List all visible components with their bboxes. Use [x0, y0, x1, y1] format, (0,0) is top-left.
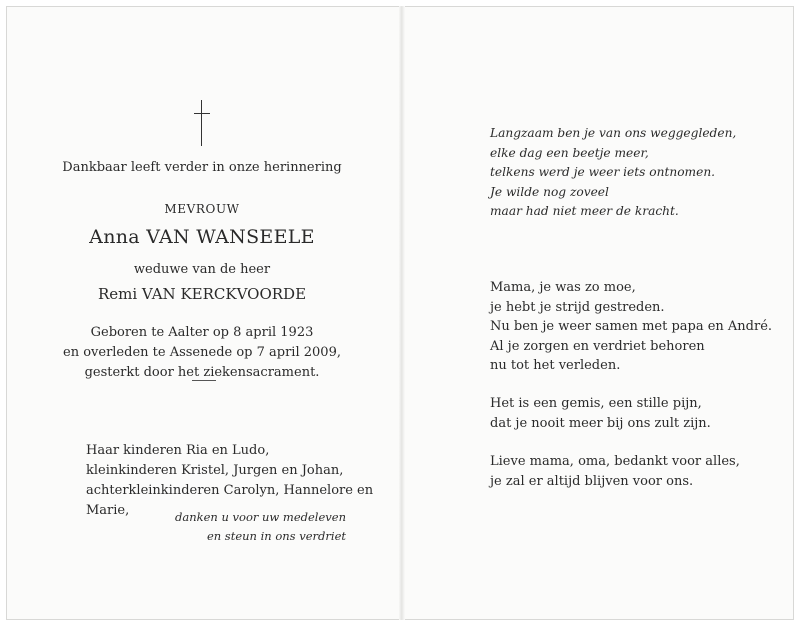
life-line: en overleden te Assenede op 7 april 2009,	[63, 345, 341, 360]
life-line: Geboren te Aalter op 8 april 1923	[90, 325, 314, 340]
verse-line: Je wilde nog zoveel	[490, 184, 609, 199]
verse-line: elke dag een beetje meer,	[490, 145, 649, 160]
life-details	[40, 323, 364, 383]
verse-line: Lieve mama, oma, bedankt voor alles,	[490, 454, 740, 469]
verse-line: Langzaam ben je van ons weggegleden,	[490, 126, 737, 140]
verse-line: telkens werd je weer iets ontnomen.	[490, 165, 716, 180]
verse-line: Het is een gemis, een stille pijn,	[490, 396, 702, 411]
verse-line: maar had niet meer de kracht.	[490, 204, 679, 219]
deceased-name: Anna VAN WANSEELE	[89, 226, 315, 248]
family-line: achterkleinkinderen Carolyn, Hannelore en Marie,	[86, 483, 374, 518]
verse-2	[490, 394, 790, 433]
verse-line: Al je zorgen en verdriet behoren	[490, 338, 705, 354]
verse-1	[490, 278, 790, 376]
intro-text: Dankbaar leeft verder in onze herinnering	[62, 160, 342, 175]
divider	[192, 380, 216, 381]
verse-line: Mama, je was zo moe,	[490, 280, 636, 295]
thanks-line: danken u voor uw medeleven	[175, 510, 346, 524]
relation-text: weduwe van de heer	[133, 262, 271, 277]
spouse-name: Remi VAN KERCKVOORDE	[97, 285, 307, 303]
verse-line: nu tot het verleden.	[490, 358, 621, 374]
title-prefix: MEVROUW	[164, 202, 240, 216]
thanks-line: en steun in ons verdriet	[206, 529, 346, 543]
thanks-text	[150, 508, 346, 546]
card-fold	[399, 6, 405, 620]
family-line: Haar kinderen Ria en Ludo,	[86, 443, 270, 458]
verse-line: dat je nooit meer bij ons zult zijn.	[490, 415, 711, 431]
verse-italic	[490, 124, 770, 222]
verse-line: Nu ben je weer samen met papa en André.	[490, 319, 773, 335]
verse-line: je hebt je strijd gestreden.	[490, 299, 665, 315]
family-line: kleinkinderen Kristel, Jurgen en Johan,	[86, 463, 344, 478]
cross-icon	[192, 100, 212, 146]
verse-3	[490, 452, 790, 491]
life-line: gesterkt door het ziekensacrament.	[84, 365, 320, 380]
verse-line: je zal er altijd blijven voor ons.	[490, 473, 694, 489]
